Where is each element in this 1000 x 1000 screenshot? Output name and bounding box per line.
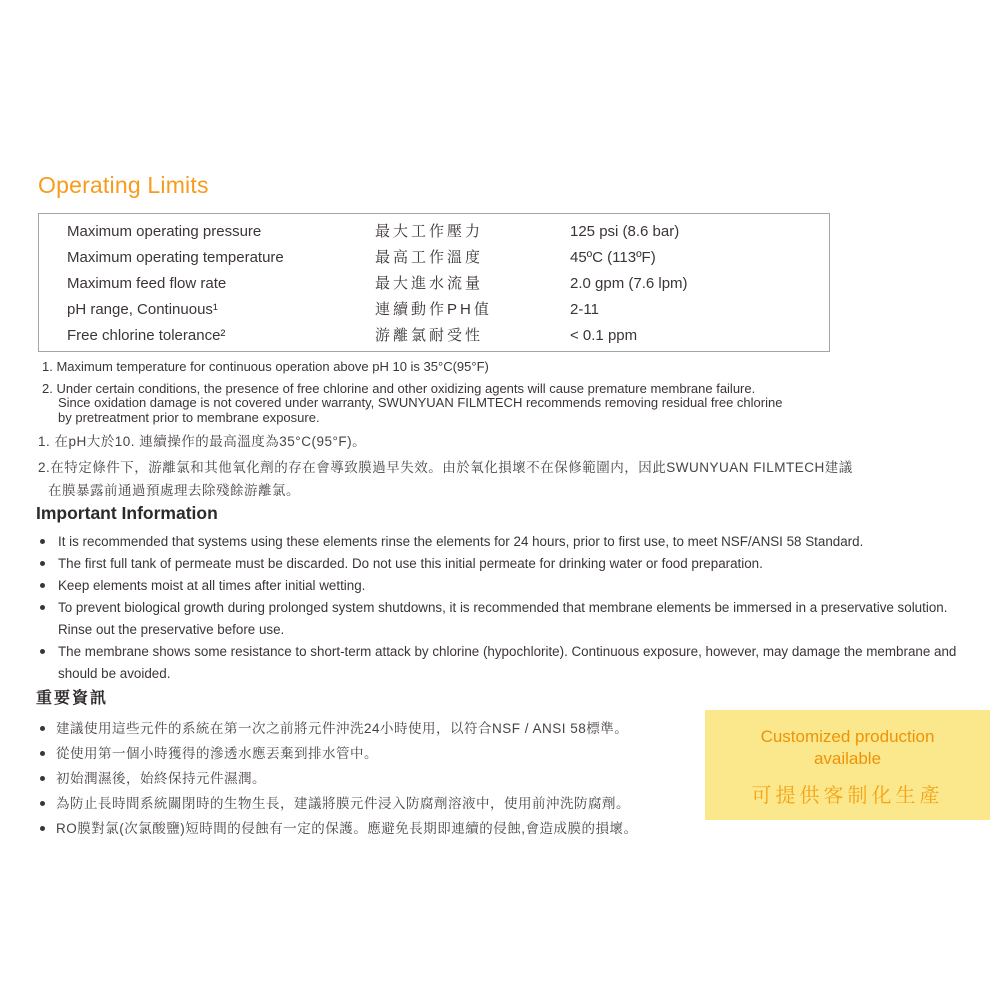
section-title-important-information: Important Information (36, 503, 218, 523)
footnote-zh-2 (38, 456, 888, 502)
footnote-line: by pretreatment prior to membrane exposure. (58, 410, 320, 426)
bullet-text: It is recommended that systems using these elements rinse the elements for 24 hours, prior to first use, to meet NSF/ANSI 58 Standard. (58, 534, 864, 549)
bullet-icon (40, 539, 45, 544)
limit-label-en: Maximum feed flow rate (67, 275, 227, 292)
bullet-text: RO膜對氯(次氯酸鹽)短時間的侵蝕有一定的保護。應避免長期即連續的侵蝕,會造成膜的損壞。 (56, 821, 638, 836)
limit-label-en: pH range, Continuous¹ (67, 301, 218, 318)
bullet-icon (40, 801, 45, 806)
bullet-icon (40, 583, 45, 588)
limit-value: 2-11 (570, 301, 599, 318)
footnote-line: Since oxidation damage is not covered under warranty, SWUNYUAN FILMTECH recommends removing residual free chlorine (58, 395, 783, 411)
limit-label-zh: 游離氯耐受性 (375, 327, 484, 344)
list-item (36, 553, 976, 575)
bullet-icon (40, 826, 45, 831)
limit-label-zh: 最大進水流量 (375, 275, 484, 292)
list-item (36, 597, 976, 641)
bullet-text: The membrane shows some resistance to short-term attack by chlorine (hypochlorite). Continuous exposure, however, may damage the membrane and should be avoided. (58, 644, 957, 681)
list-item (36, 575, 976, 597)
table-row (67, 245, 829, 271)
important-information-zh-section (36, 685, 716, 841)
limit-value: 45ºC (113ºF) (570, 249, 656, 266)
table-row (67, 323, 829, 349)
limit-label-en: Maximum operating temperature (67, 249, 284, 266)
footnotes-chinese (38, 430, 888, 505)
promo-text-zh: 可提供客制化生產 (751, 785, 944, 807)
promo-text-en-line1: Customized production (760, 727, 935, 746)
section-title-important-information-zh: 重要資訊 (36, 690, 109, 707)
table-row (67, 271, 829, 297)
limit-label-en: Free chlorine tolerance² (67, 327, 226, 344)
footnote-en-1 (42, 360, 842, 375)
bullet-icon (40, 605, 45, 610)
limit-label-zh: 最高工作溫度 (375, 249, 484, 266)
footnote-line: 1. Maximum temperature for continuous operation above pH 10 is 35°C(95°F) (42, 359, 489, 374)
bullet-icon (40, 561, 45, 566)
bullet-icon (40, 751, 45, 756)
page-title: Operating Limits (38, 172, 209, 198)
limit-value: 2.0 gpm (7.6 lpm) (570, 275, 688, 292)
operating-limits-table (38, 213, 830, 352)
bullet-text: To prevent biological growth during prolonged system shutdowns, it is recommended that membrane elements be immersed in a preservative solution. Rinse out the preservative before use. (58, 600, 948, 637)
bullet-text: 為防止長時間系統關閉時的生物生長，建議將膜元件浸入防腐劑溶液中，使用前沖洗防腐劑。 (56, 796, 630, 811)
footnote-line: 1. 在pH大於10. 連續操作的最高溫度為35°C(95°F)。 (38, 434, 367, 449)
footnote-zh-1 (38, 430, 888, 453)
important-information-section (36, 503, 976, 685)
list-item (36, 766, 716, 791)
limit-value: < 0.1 ppm (570, 327, 638, 344)
customized-production-banner (705, 710, 990, 820)
limit-label-en: Maximum operating pressure (67, 223, 262, 240)
list-item (36, 816, 716, 841)
footnotes-english (42, 360, 842, 433)
footnote-line: 2. Under certain conditions, the presence of free chlorine and other oxidizing agents will cause premature membrane failure. (42, 380, 756, 396)
list-item (36, 641, 976, 685)
list-item (36, 531, 976, 553)
bullet-text: 從使用第一個小時獲得的滲透水應丟棄到排水管中。 (56, 746, 378, 761)
bullet-icon (40, 649, 45, 654)
list-item (36, 716, 716, 741)
list-item (36, 791, 716, 816)
footnote-en-2 (42, 382, 842, 426)
limit-value: 125 psi (8.6 bar) (570, 223, 680, 240)
bullet-text: Keep elements moist at all times after initial wetting. (58, 578, 366, 593)
bullet-icon (40, 726, 45, 731)
limit-label-zh: 最大工作壓力 (375, 223, 484, 240)
bullet-text: 初始潤濕後，始終保持元件濕潤。 (56, 771, 266, 786)
list-item (36, 741, 716, 766)
bullet-text: 建議使用這些元件的系統在第一次之前將元件沖洗24小時使用，以符合NSF / ANSI 58標準。 (56, 721, 629, 736)
table-row (67, 297, 829, 323)
limit-label-zh: 連續動作PH值 (375, 301, 492, 318)
promo-text-en-line2: available (813, 749, 882, 768)
footnote-line: 在膜暴露前通過預處理去除殘餘游離氯。 (48, 483, 300, 498)
table-row (67, 219, 829, 245)
bullet-icon (40, 776, 45, 781)
bullet-text: The first full tank of permeate must be discarded. Do not use this initial permeate for drinking water or food preparation. (58, 556, 763, 571)
footnote-line: 2.在特定條件下，游離氯和其他氧化劑的存在會導致膜過早失效。由於氧化損壞不在保修範圍内，因此SWUNYUAN FILMTECH建議 (38, 460, 853, 475)
